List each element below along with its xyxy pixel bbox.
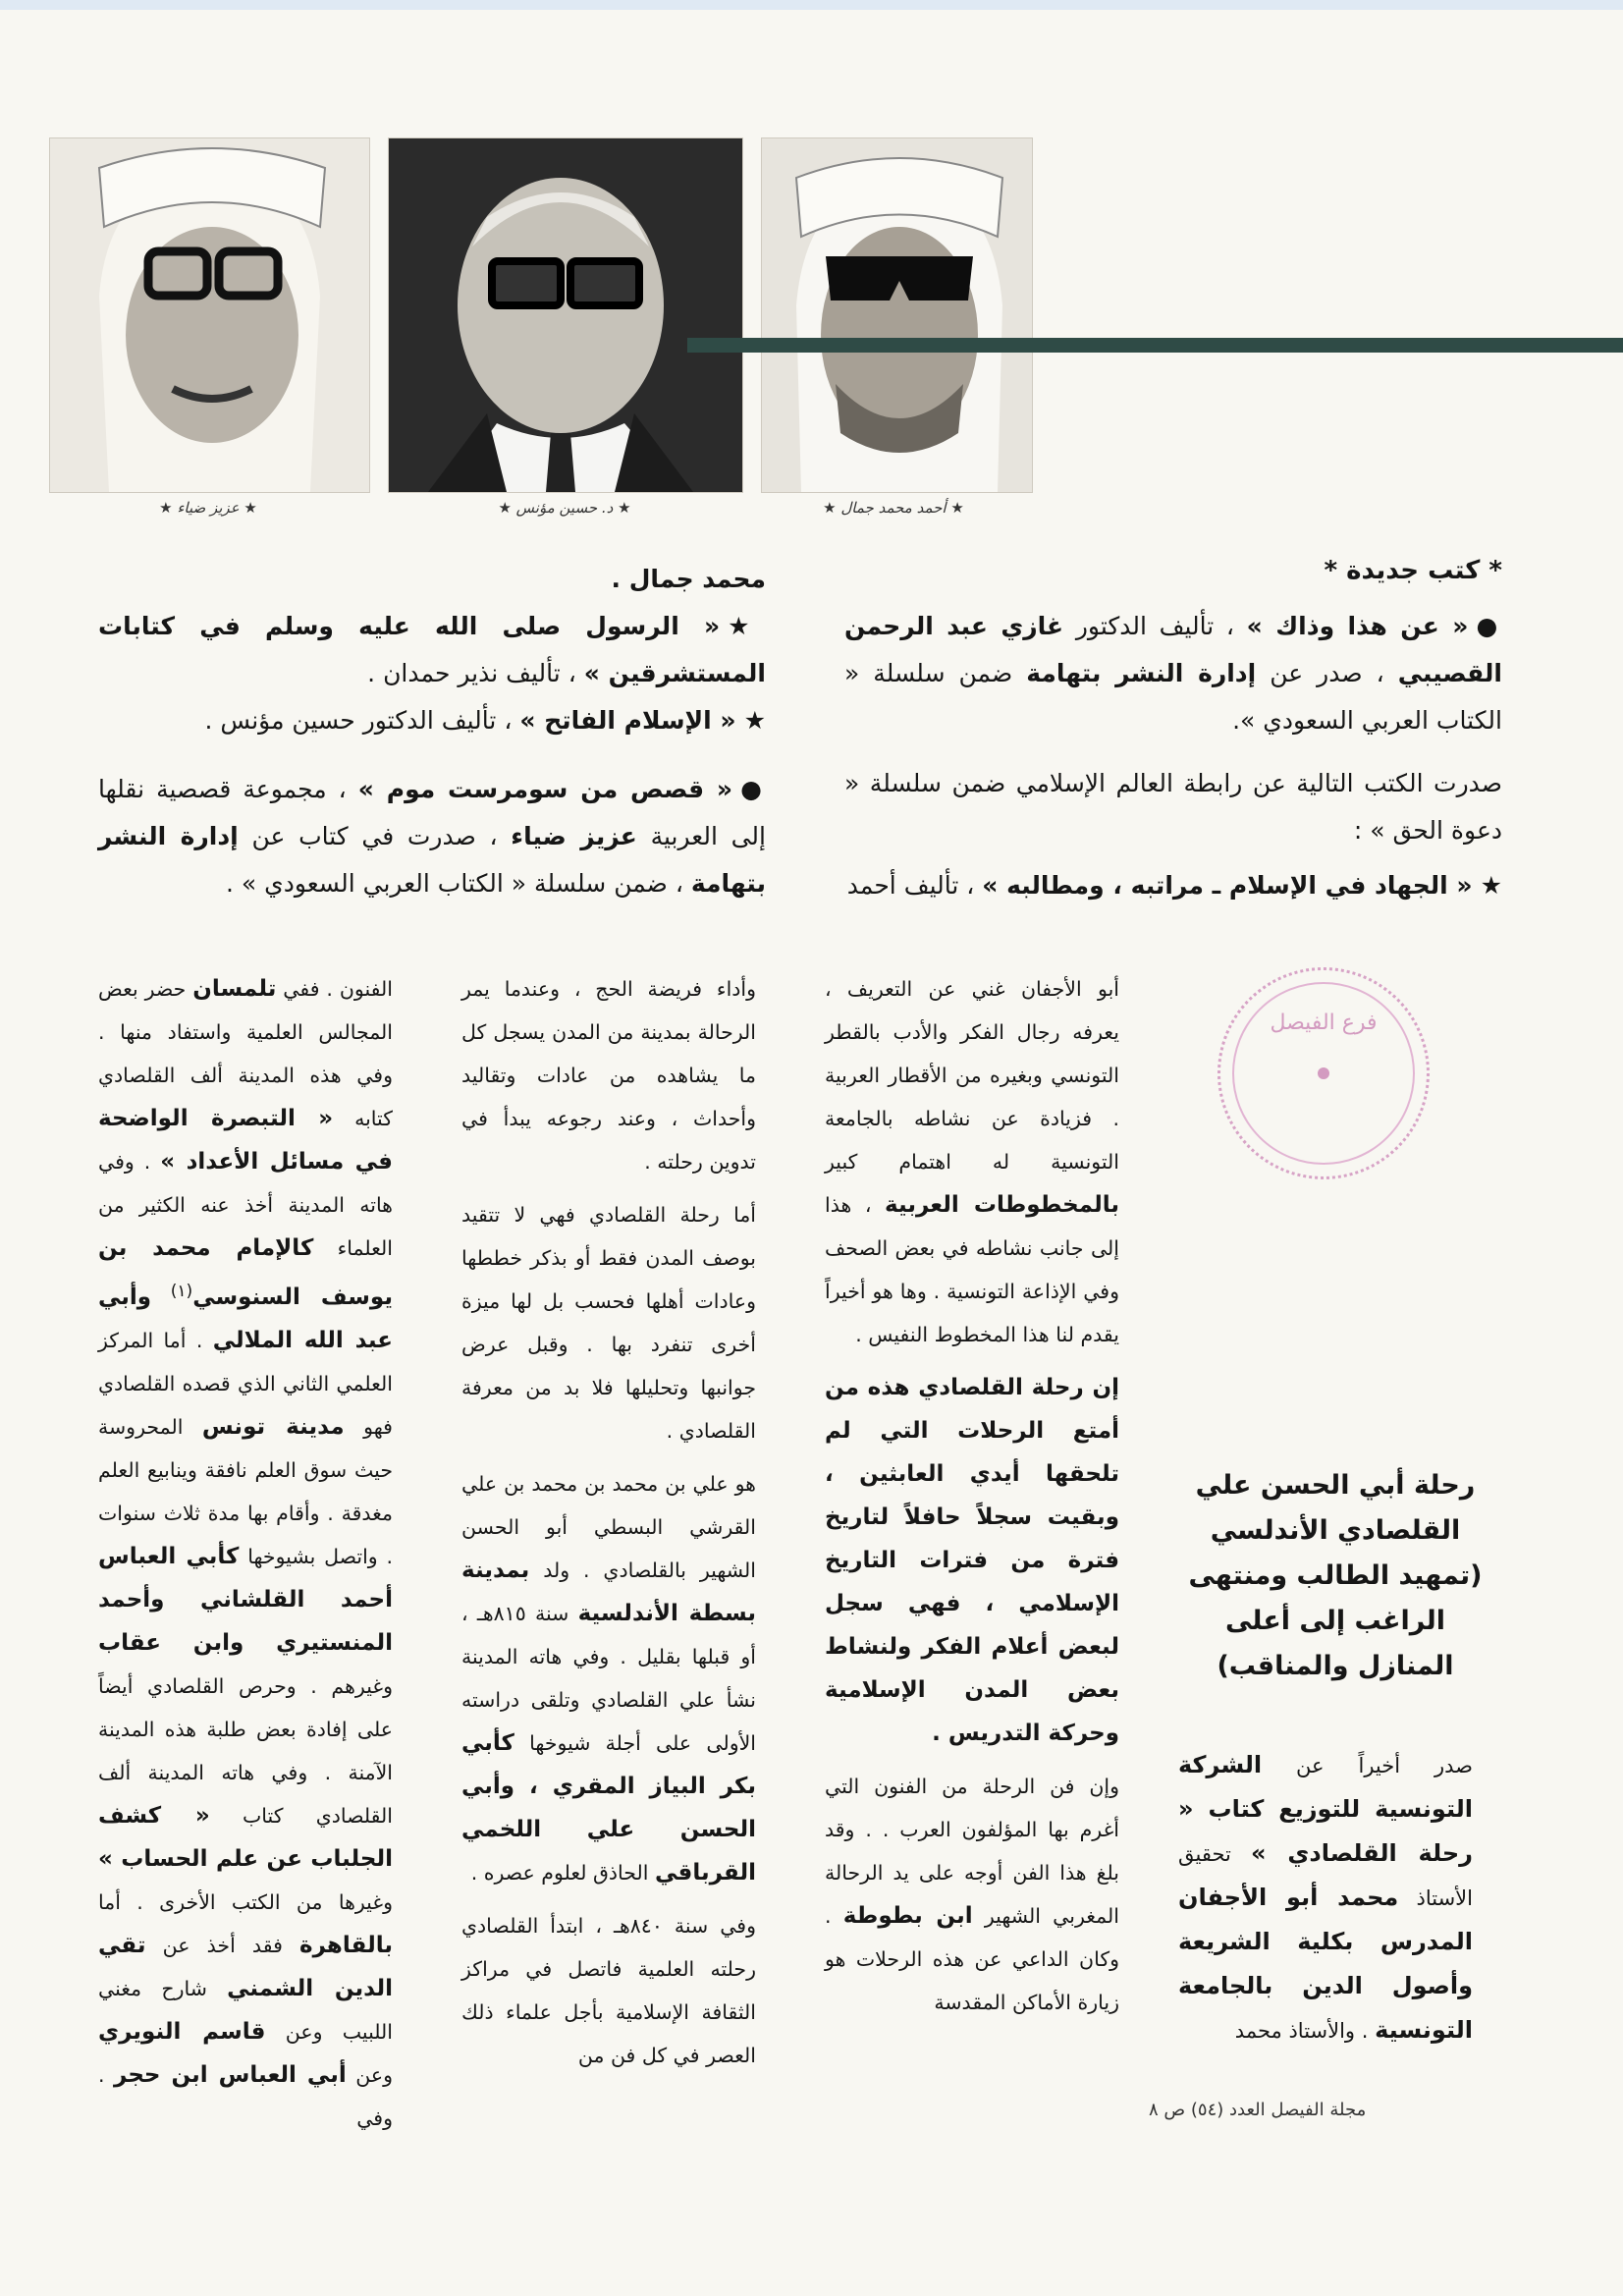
column-highlight: إن رحلة القلصادي هذه من أمتع الرحلات التي لم تلحقها أيدي العابثين ، وبقيت سجلاً حافلاً لتاريخ فترة من فترات التاريخ الإسلامي ، فهي سجل لبعض أعلام الفكر ولنشاط بعض المدن الإسلامية وحركة التدريس . (825, 1375, 1119, 1746)
league-intro: صدرت الكتب التالية عن رابطة العالم الإسلامي ضمن سلسلة « دعوة الحق » : (844, 769, 1502, 845)
maugham-item (98, 766, 766, 907)
column-text: الحاذق لعلوم عصره . (470, 1861, 649, 1885)
portrait-left (49, 137, 370, 493)
column-emphasis: تقي الدين الشمني (98, 1932, 393, 2001)
caption-right: ★ أحمد محمد جمال ★ (823, 499, 964, 517)
book-title: « قصص من سومرست موم » (357, 775, 733, 803)
star-icon: ★ (743, 706, 766, 735)
column-emphasis: « التبصرة الواضحة في مسائل الأعداد » (98, 1106, 393, 1175)
column-text: . وفي (98, 2062, 393, 2130)
new-books-left (98, 556, 766, 907)
jihad-item (844, 862, 1502, 909)
column-text: وعن (355, 2062, 393, 2087)
islam-item (98, 697, 766, 744)
star-icon: ★ (728, 612, 766, 640)
book-publisher: إدارة النشر بتهامة (98, 822, 766, 898)
bullet-icon: ● (1476, 612, 1503, 640)
column-emphasis: قاسم النويري (98, 2018, 266, 2045)
book-text: ، صدرت في كتاب عن (251, 822, 498, 850)
column-text: وإن فن الرحلة من الفنون التي أغرم بها المؤلفون العرب . . وقد بلغ هذا الفن أوجه على يد الرحالة المغربي الشهير (825, 1775, 1119, 1928)
new-books-section (844, 556, 1502, 909)
column-emphasis: تلمسان (192, 976, 277, 1002)
review-text: تحقيق الأستاذ (1178, 1842, 1473, 1910)
book-series: ، ضمن سلسلة « الكتاب العربي السعودي » . (226, 869, 683, 898)
stamp-text: فرع الفيصل (1270, 1011, 1378, 1035)
column-text: حضر بعض المجالس العلمية واستفاد منها . وفي هذه المدينة ألف القلصادي كتابه (98, 977, 393, 1130)
jihad-author-continued: محمد جمال . (611, 565, 766, 593)
review-title: رحلة أبي الحسن علي القلصادي الأندلسي (تمهيد الطالب ومنتهى الراغب إلى أعلى المنازل والمناقب) (1188, 1470, 1483, 1681)
book-text: ، مجموعة قصصية نقلها إلى العربية (98, 775, 766, 850)
bullet-icon: ● (740, 775, 766, 803)
column-text: المحروسة حيث سوق العلم نافقة وينابيع العلم مغدقة . وأقام بها مدة ثلاث سنوات . واتصل بشيوخها (98, 1414, 393, 1568)
review-intro (1178, 1743, 1473, 2052)
book-series: ضمن سلسلة « الكتاب العربي السعودي ». (844, 659, 1502, 735)
review-book: الشركة التونسية للتوزيع كتاب « رحلة القلصادي » (1178, 1751, 1473, 1867)
book-author: ، تأليف نذير حمدان . (367, 659, 576, 687)
column-text: وفي سنة ٨٤٠هـ ، ابتدأ القلصادي رحلته العلمية فاتصل في مراكز الثقافة الإسلامية بأجل علماء ذلك العصر في كل فن من (461, 1914, 756, 2067)
column-text: هو علي بن محمد بن محمد بن علي القرشي البسطي أبو الحسن الشهير بالقلصادي . ولد (461, 1472, 756, 1582)
column-text: . وفي هاته المدينة أخذ عنه الكثير من العلماء (98, 1150, 393, 1260)
column-text: فقد أخذ عن (162, 1933, 283, 1957)
column-emphasis: « كشف الجلباب عن علم الحساب » (98, 1802, 393, 1872)
caption-center: ★ د. حسين مؤنس ★ (498, 499, 631, 517)
column-emphasis: بالقاهرة (299, 1932, 393, 1958)
column-text: الفنون . ففي (283, 977, 393, 1001)
book-title: « الإسلام الفاتح » (519, 706, 736, 735)
column-emphasis: كأبي العباس أحمد القلشاني وأحمد المنستيري وابن عقاب (98, 1543, 393, 1656)
star-icon: ★ (1480, 871, 1502, 900)
book-title: « الرسول صلى الله عليه وسلم في كتابات المستشرقين » (98, 612, 766, 687)
column-emphasis: كالإمام محمد بن يوسف السنوسي (98, 1235, 393, 1310)
book-author: ، تأليف الدكتور حسين مؤنس . (204, 706, 513, 735)
article-column-3 (98, 967, 393, 2140)
column-text: أما رحلة القلصادي فهي لا تتقيد بوصف المدن فقط أو بذكر خططها وعادات أهلها فحسب بل لها ميزة أخرى تنفرد بها . وقبل عرض جوانبها وتحليلها فلا بد من معرفة القلصادي . (461, 1203, 756, 1443)
article-column-2 (461, 967, 756, 2077)
review-editor: محمد أبو الأجفان المدرس بكلية الشريعة وأصول الدين بالجامعة التونسية (1178, 1884, 1473, 2044)
page-footer: مجلة الفيصل العدد (٥٤) ص ٨ (1149, 2100, 1367, 2120)
column-emphasis: ابن بطوطة (842, 1903, 973, 1929)
column-paragraph (461, 1462, 756, 1894)
book-author: غازي عبد الرحمن القصيبي (844, 612, 1502, 687)
column-text: وأداء فريضة الحج ، وعندما يمر الرحالة بمدينة من المدن يسجل كل ما يشاهده من عادات وتقاليد وأحداث ، وعند رجوعه يبدأ في تدوين رحلته . (461, 977, 756, 1174)
book-translator: عزيز ضياء (511, 822, 637, 850)
book-author: ، تأليف أحمد (846, 871, 975, 900)
book-item-1 (844, 603, 1502, 744)
horizontal-rule (687, 338, 1623, 353)
book-title: « عن هذا وذاك » (1246, 612, 1469, 640)
column-text: وغيرها من الكتب الأخرى . أما (98, 1889, 393, 1914)
column-text: ، هذا إلى جانب نشاطه في بعض الصحف وفي الإذاعة التونسية . وها هو أخيراً يقدم لنا هذا المخطوط النفيس . (825, 1193, 1119, 1346)
column-emphasis: أبي العباس ابن حجر (114, 2061, 347, 2088)
caption-left: ★ عزيز ضياء ★ (159, 499, 257, 517)
book-title: « الجهاد في الإسلام ـ مراتبه ، ومطالبه » (982, 871, 1473, 900)
column-text: . وكان الداعي عن هذه الرحلات هو زيارة الأماكن المقدسة (825, 1904, 1119, 2014)
review-text: صدر أخيراً عن (1296, 1754, 1473, 1777)
column-emphasis: بالمخطوطات العربية (885, 1192, 1119, 1218)
column-emphasis: مدينة تونس (201, 1413, 345, 1440)
article-column-1 (825, 967, 1119, 2024)
section-heading: * كتب جديدة * (1324, 556, 1502, 585)
column-text: شارح مغني اللبيب وعن (98, 1976, 393, 2044)
column-text: . أما المركز العلمي الثاني الذي قصده القلصادي فهو (98, 1328, 393, 1439)
column-text: أبو الأجفان غني عن التعريف ، يعرفه رجال الفكر والأدب بالقطر التونسي وبغيره من الأقطار العربية . فزيادة عن نشاطه بالجامعة التونسية له اهتمام كبير (825, 977, 1119, 1174)
rasool-item (98, 603, 766, 697)
review-text: . والأستاذ محمد (1234, 2019, 1369, 2043)
book-text: ، صدر عن (1270, 659, 1384, 687)
top-edge (0, 0, 1623, 10)
portrait-center (388, 137, 743, 493)
column-text: سنة ٨١٥هـ ، أو قبلها بقليل . وفي هاته المدينة نشأ علي القلصادي وتلقى دراسته الأولى على أجلة شيوخها (461, 1602, 756, 1755)
column-emphasis: بمدينة بسطة الأندلسية (461, 1558, 756, 1626)
section-heading-text: كتب جديدة (1346, 556, 1481, 585)
footnote-marker: (١) (170, 1282, 193, 1301)
column-emphasis: وأبي عبد الله الملالي (98, 1284, 393, 1353)
portrait-right (761, 137, 1033, 493)
book-publisher: إدارة النشر بتهامة (1026, 659, 1257, 687)
column-emphasis: كأبي بكر البياز المقري ، وأبي الحسن علي اللخمي القرباقي (461, 1730, 756, 1886)
book-text: ، تأليف الدكتور (1075, 612, 1234, 640)
column-text: وغيرهم . وحرص القلصادي أيضاً على إفادة بعض طلبة هذه المدينة الآمنة . وفي هاته المدينة ألف القلصادي كتاب (98, 1673, 393, 1828)
library-stamp (1217, 967, 1430, 1179)
